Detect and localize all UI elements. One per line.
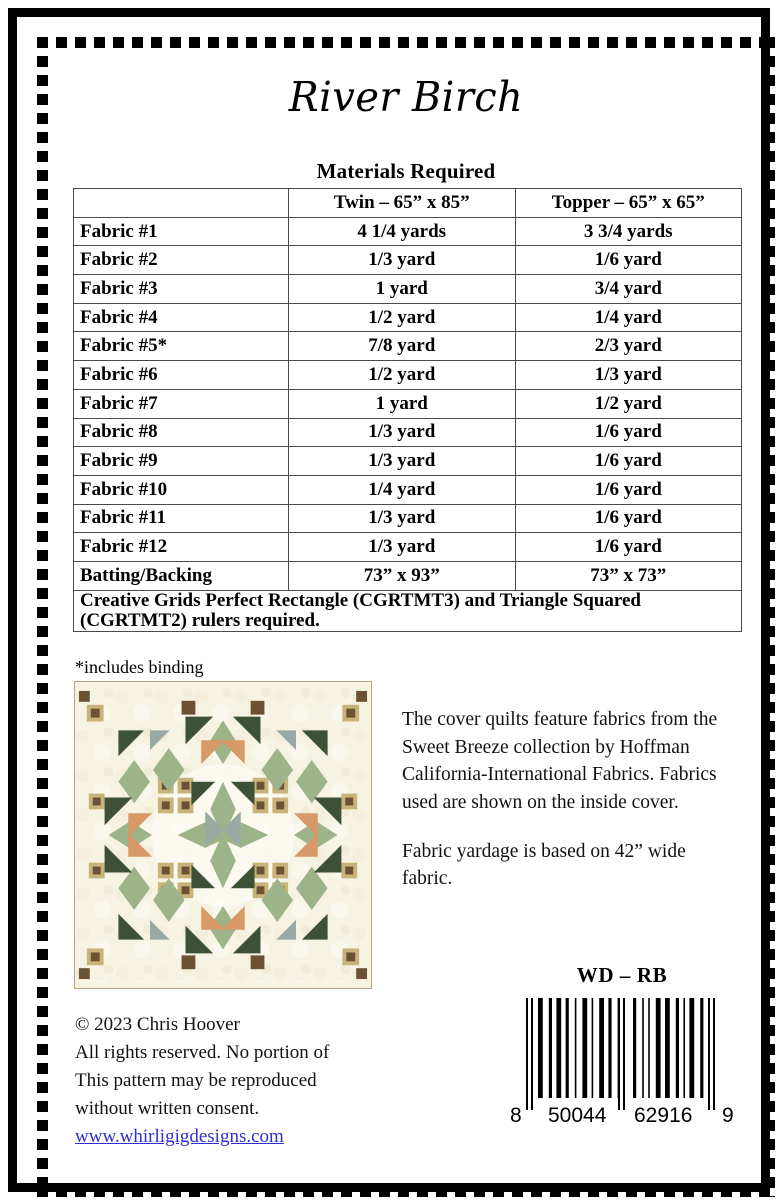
cover-description-text: [402, 706, 732, 893]
rulers-required-note: Creative Grids Perfect Rectangle (CGRTMT3) and Triangle Squared (CGRTMT2) rulers required.: [74, 590, 742, 631]
fabric-label-cell: Fabric #3: [74, 275, 289, 304]
table-header-row: [74, 189, 742, 218]
fabric-label-cell: Fabric #12: [74, 533, 289, 562]
table-row: [74, 504, 742, 533]
twin-yardage-cell: 1 yard: [289, 389, 516, 418]
fabric-label-cell: Fabric #11: [74, 504, 289, 533]
page-title: River Birch: [288, 73, 524, 121]
topper-yardage-cell: 1/2 yard: [515, 389, 742, 418]
twin-yardage-cell: 1/4 yard: [289, 475, 516, 504]
table-row: [74, 475, 742, 504]
ean13-barcode: [506, 998, 738, 1126]
twin-yardage-cell: 4 1/4 yards: [289, 217, 516, 246]
table-row: [74, 561, 742, 590]
topper-yardage-cell: 2/3 yard: [515, 332, 742, 361]
twin-yardage-cell: 1/3 yard: [289, 246, 516, 275]
copyright-line-2: All rights reserved. No portion of: [75, 1041, 330, 1063]
sku-label: WD – RB: [576, 963, 668, 987]
twin-yardage-cell: 1/3 yard: [289, 504, 516, 533]
twin-yardage-cell: 1/2 yard: [289, 361, 516, 390]
table-row: [74, 246, 742, 275]
table-row: [74, 361, 742, 390]
table-row: [74, 389, 742, 418]
twin-yardage-cell: 7/8 yard: [289, 332, 516, 361]
page-outer-frame: [8, 8, 770, 1192]
quilt-preview-svg: [75, 682, 371, 988]
copyright-line-4: without written consent.: [75, 1097, 260, 1119]
twin-yardage-cell: 1/2 yard: [289, 303, 516, 332]
topper-yardage-cell: 1/6 yard: [515, 475, 742, 504]
copyright-block: [75, 1011, 395, 1151]
topper-yardage-cell: 1/6 yard: [515, 246, 742, 275]
column-header-twin: Twin – 65” x 85”: [289, 189, 516, 218]
fabric-label-cell: Fabric #10: [74, 475, 289, 504]
barcode-digit-group-2: 62916: [634, 1104, 693, 1126]
twin-yardage-cell: 1 yard: [289, 275, 516, 304]
page-content: [57, 51, 755, 1181]
column-header-blank: [74, 189, 289, 218]
table-row: [74, 418, 742, 447]
fabric-label-cell: Fabric #7: [74, 389, 289, 418]
quilt-preview-image: [74, 681, 372, 989]
topper-yardage-cell: 1/6 yard: [515, 533, 742, 562]
binding-footnote: *includes binding: [75, 657, 204, 677]
twin-yardage-cell: 1/3 yard: [289, 447, 516, 476]
twin-yardage-cell: 1/3 yard: [289, 418, 516, 447]
dotted-border-top: [37, 37, 775, 48]
dotted-border-bottom: [37, 1186, 775, 1197]
table-row: [74, 533, 742, 562]
topper-yardage-cell: 1/6 yard: [515, 447, 742, 476]
topper-yardage-cell: 3 3/4 yards: [515, 217, 742, 246]
table-footnote-row: [74, 590, 742, 631]
dotted-border-left: [37, 37, 48, 1197]
fabric-label-cell: Fabric #5*: [74, 332, 289, 361]
materials-table-head: [74, 189, 742, 218]
copyright-line-1: © 2023 Chris Hoover: [75, 1014, 240, 1035]
barcode-block: [497, 963, 747, 1126]
fabric-label-cell: Fabric #8: [74, 418, 289, 447]
dotted-border-right: [764, 37, 775, 1197]
cover-paragraph-2: Fabric yardage is based on 42” wide fabric.: [402, 840, 686, 890]
table-row: [74, 303, 742, 332]
topper-yardage-cell: 1/6 yard: [515, 504, 742, 533]
fabric-label-cell: Batting/Backing: [74, 561, 289, 590]
fabric-label-cell: Fabric #6: [74, 361, 289, 390]
fabric-label-cell: Fabric #1: [74, 217, 289, 246]
column-header-topper: Topper – 65” x 65”: [515, 189, 742, 218]
topper-yardage-cell: 1/4 yard: [515, 303, 742, 332]
barcode-digit-group-1: 50044: [548, 1104, 607, 1126]
twin-yardage-cell: 1/3 yard: [289, 533, 516, 562]
website-link[interactable]: www.whirligigdesigns.com: [75, 1125, 284, 1147]
table-row: [74, 447, 742, 476]
materials-table-body: [74, 217, 742, 631]
barcode-digit-left: 8: [510, 1104, 522, 1126]
table-row: [74, 275, 742, 304]
materials-required-heading: Materials Required: [316, 159, 496, 183]
copyright-line-3: This pattern may be reproduced: [75, 1069, 317, 1091]
fabric-label-cell: Fabric #4: [74, 303, 289, 332]
cover-paragraph-1: The cover quilts feature fabrics from the Sweet Breeze collection by Hoffman California-International Fabrics. Fabrics used are shown on the inside cover.: [402, 709, 718, 814]
fabric-label-cell: Fabric #9: [74, 447, 289, 476]
table-row: [74, 332, 742, 361]
topper-yardage-cell: 1/3 yard: [515, 361, 742, 390]
fabric-label-cell: Fabric #2: [74, 246, 289, 275]
table-row: [74, 217, 742, 246]
materials-table: [73, 188, 742, 632]
topper-yardage-cell: 1/6 yard: [515, 418, 742, 447]
topper-yardage-cell: 73” x 73”: [515, 561, 742, 590]
topper-yardage-cell: 3/4 yard: [515, 275, 742, 304]
barcode-digit-right: 9: [722, 1104, 734, 1126]
twin-yardage-cell: 73” x 93”: [289, 561, 516, 590]
